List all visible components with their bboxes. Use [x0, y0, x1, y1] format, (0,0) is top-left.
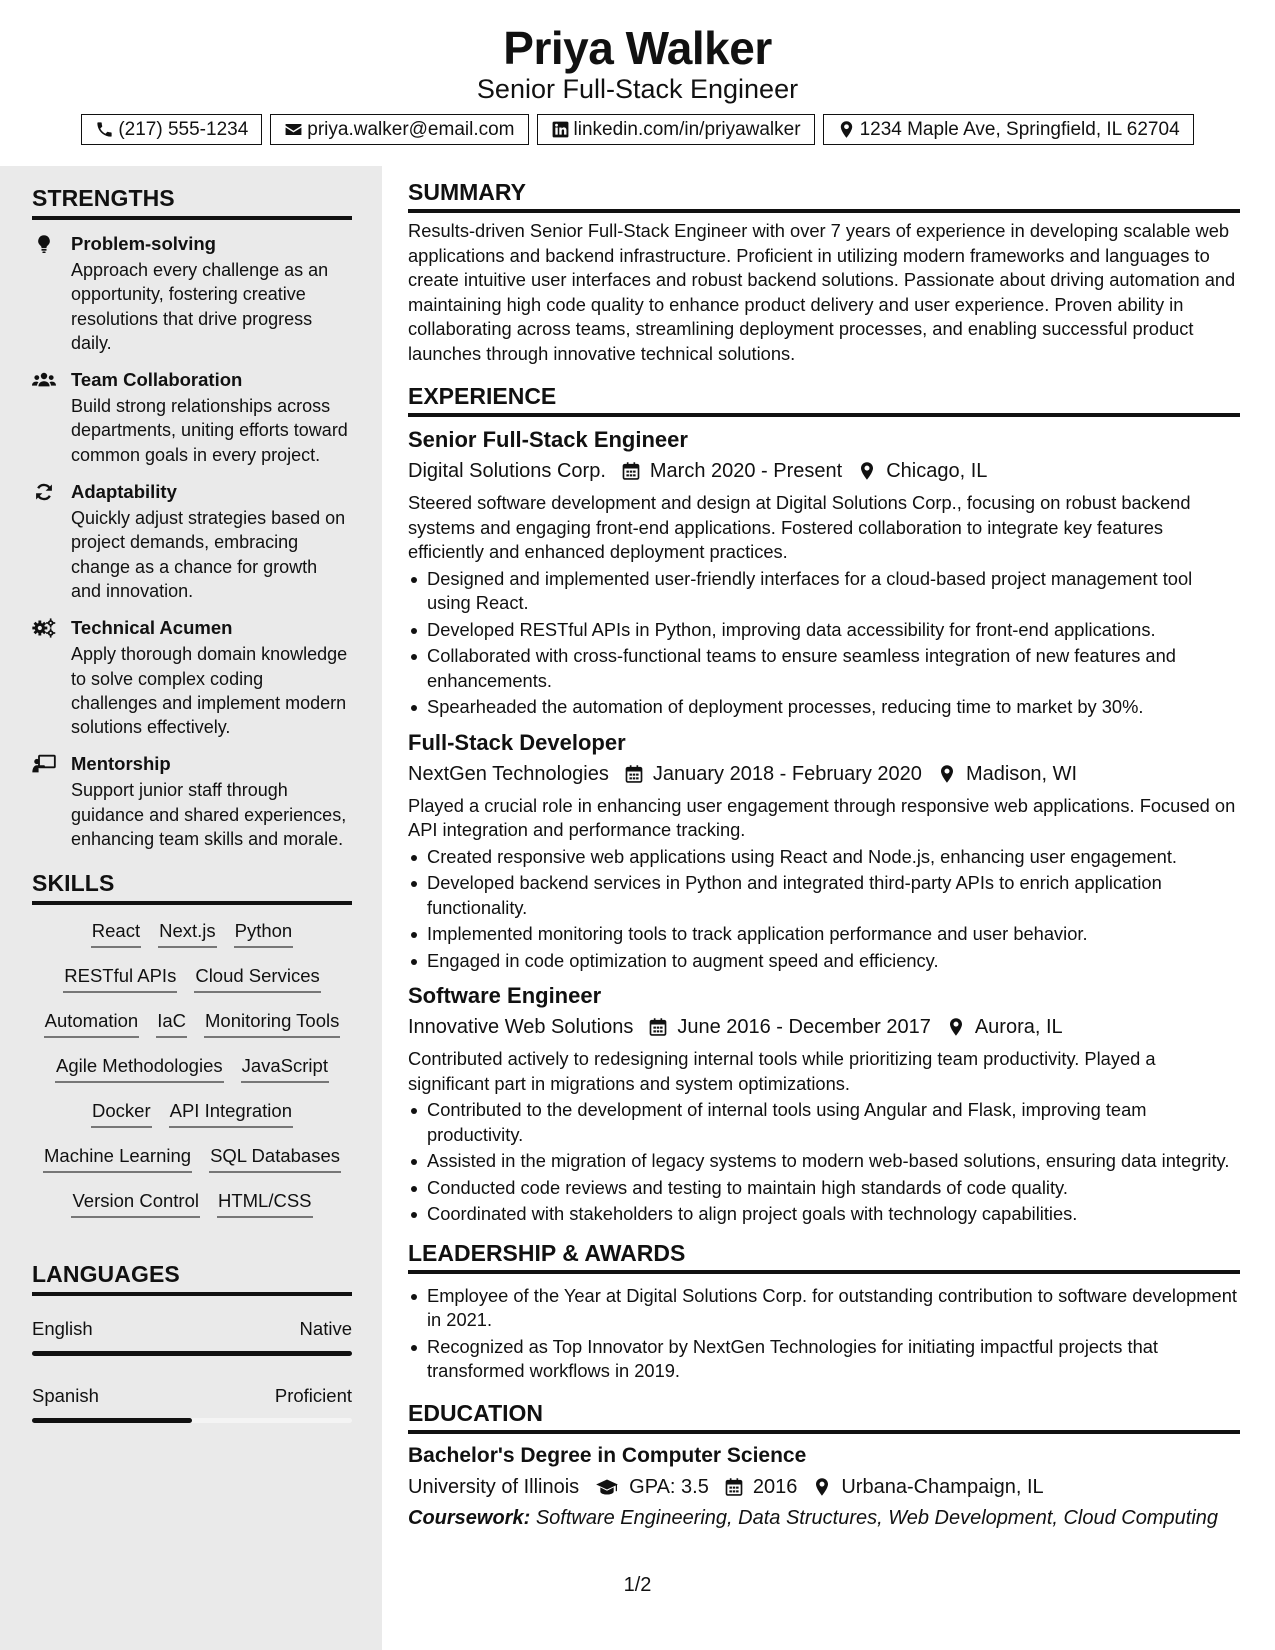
- skill-tag: JavaScript: [241, 1054, 329, 1083]
- map-pin-icon: [812, 1477, 832, 1497]
- gears-icon: [32, 618, 56, 638]
- calendar-icon: [648, 1017, 668, 1037]
- graduation-year: 2016: [752, 1475, 798, 1498]
- job-company: Innovative Web Solutions: [408, 1016, 634, 1038]
- strength-title: Adaptability: [71, 481, 177, 503]
- skill-tag: RESTful APIs: [63, 964, 177, 993]
- contact-phone[interactable]: [81, 114, 262, 145]
- language-bar: [32, 1418, 352, 1423]
- contact-email-text: priya.walker@email.com: [307, 118, 515, 140]
- job-dates: January 2018 - February 2020: [652, 762, 922, 785]
- job-company: Digital Solutions Corp.: [408, 460, 606, 482]
- envelope-icon: [284, 120, 303, 139]
- job-bullet: Collaborated with cross-functional teams to ensure seamless integration of new features and enhancements.: [408, 644, 1240, 693]
- job-bullet: Conducted code reviews and testing to maintain high standards of code quality.: [408, 1176, 1240, 1201]
- coursework-label: Coursework:: [408, 1506, 531, 1529]
- job-meta: [408, 457, 1240, 485]
- main-content: [408, 178, 1240, 1532]
- skill-tag: IaC: [156, 1009, 187, 1038]
- strength-title: Problem-solving: [71, 233, 216, 254]
- contact-bar: [0, 114, 1275, 145]
- linkedin-icon: [551, 120, 570, 139]
- sidebar: [0, 166, 382, 1650]
- strength-desc: Approach every challenge as an opportunity, fostering creative resolutions that drive progress daily.: [71, 260, 329, 353]
- skill-tag: Cloud Services: [194, 964, 320, 993]
- contact-address-text: 1234 Maple Ave, Springfield, IL 62704: [859, 118, 1180, 140]
- job-entry: [408, 426, 1240, 720]
- language-item: [32, 1317, 352, 1356]
- skills-heading: SKILLS: [32, 869, 352, 905]
- job-bullet: Developed RESTful APIs in Python, improving data accessibility for front-end applications.: [408, 618, 1240, 643]
- map-pin-icon: [837, 120, 856, 139]
- job-location: Madison, WI: [965, 762, 1078, 785]
- job-bullet: Spearheaded the automation of deployment processes, reducing time to market by 30%.: [408, 695, 1240, 720]
- strengths-heading: STRENGTHS: [32, 184, 352, 220]
- skill-tag: Automation: [44, 1009, 140, 1038]
- coursework-list: Software Engineering, Data Structures, Web Development, Cloud Computing: [535, 1506, 1219, 1529]
- skill-tag: Next.js: [158, 919, 217, 948]
- strength-desc: Quickly adjust strategies based on project demands, embracing change as a chance for growth and innovation.: [71, 508, 346, 601]
- skill-tag: Monitoring Tools: [204, 1009, 340, 1038]
- calendar-icon: [624, 764, 644, 784]
- education-heading: EDUCATION: [408, 1399, 1240, 1434]
- strength-desc: Build strong relationships across departments, uniting efforts toward common goals in every project.: [71, 396, 348, 465]
- language-name: Spanish: [32, 1385, 99, 1407]
- job-description: Played a crucial role in enhancing user engagement through responsive web applications. Focused on API integration and performance tracking.: [408, 794, 1236, 840]
- language-name: English: [32, 1318, 93, 1340]
- skill-tag: Agile Methodologies: [55, 1054, 224, 1083]
- job-title: Software Engineer: [408, 983, 602, 1008]
- skill-tag: HTML/CSS: [217, 1189, 313, 1218]
- strength-item: [32, 752, 352, 851]
- job-bullet: Designed and implemented user-friendly interfaces for a cloud-based project management tool using React.: [408, 567, 1240, 616]
- summary-heading: SUMMARY: [408, 178, 1240, 213]
- coursework: [408, 1504, 1240, 1532]
- job-meta: [408, 1013, 1240, 1041]
- graduation-cap-icon: [594, 1477, 620, 1497]
- job-bullets: [408, 1098, 1240, 1227]
- award-item: Employee of the Year at Digital Solutions Corp. for outstanding contribution to software development in 2021.: [408, 1284, 1240, 1333]
- job-bullet: Created responsive web applications using React and Node.js, enhancing user engagement.: [408, 845, 1240, 870]
- job-location: Chicago, IL: [886, 460, 988, 482]
- calendar-icon: [621, 461, 641, 481]
- job-meta: [408, 760, 1240, 788]
- job-entry: [408, 982, 1240, 1227]
- job-description: Steered software development and design at Digital Solutions Corp., focusing on robust backend systems and engaging front-end applications. Fostered collaboration to integrate key features efficiently and enhanced deployment practices.: [408, 492, 1191, 562]
- strength-item: [32, 232, 352, 355]
- job-bullets: [408, 567, 1240, 720]
- language-bar: [32, 1351, 352, 1356]
- skill-tag: Version Control: [71, 1189, 199, 1218]
- summary-text: Results-driven Senior Full-Stack Engineer with over 7 years of experience in developing scalable web applications and backend infrastructure. Proficient in utilizing modern frameworks and languages to create intuitive user interfaces and robust backend solutions. Passionate about driving automation and maintaining high code quality to enhance product delivery and user experience. Proven ability in collaborating across teams, streamlining deployment processes, and enabling successful product launches through innovative technical solutions.: [408, 220, 1236, 364]
- skill-tag: React: [91, 919, 141, 948]
- strength-desc: Support junior staff through guidance and shared experiences, enhancing team skills and morale.: [71, 780, 347, 850]
- map-pin-icon: [857, 461, 877, 481]
- job-bullet: Coordinated with stakeholders to align project goals with technology capabilities.: [408, 1202, 1240, 1227]
- lightbulb-icon: [32, 234, 56, 254]
- page-number: 1/2: [623, 1574, 652, 1596]
- job-title: Senior Full-Stack Engineer: [408, 427, 688, 452]
- language-level: Proficient: [274, 1385, 352, 1407]
- strength-item: [32, 480, 352, 603]
- skills-list: [32, 919, 352, 1234]
- experience-heading: EXPERIENCE: [408, 382, 1240, 417]
- calendar-icon: [724, 1477, 744, 1497]
- job-bullet: Engaged in code optimization to augment speed and efficiency.: [408, 949, 1240, 974]
- job-dates: March 2020 - Present: [649, 460, 843, 482]
- school-location: Urbana-Champaign, IL: [841, 1475, 1044, 1498]
- contact-email[interactable]: [270, 114, 528, 145]
- strength-item: [32, 368, 352, 467]
- contact-phone-text: (217) 555-1234: [118, 118, 249, 140]
- job-dates: June 2016 - December 2017: [677, 1016, 931, 1038]
- job-description: Contributed actively to redesigning internal tools while prioritizing team productivity. Played a significant part in migrations and system optimizations.: [408, 1048, 1156, 1094]
- strength-desc: Apply thorough domain knowledge to solve complex coding challenges and implement modern solutions effectively.: [71, 644, 348, 738]
- language-bar-fill: [32, 1418, 192, 1423]
- strength-title: Technical Acumen: [71, 617, 233, 639]
- contact-linkedin-text: linkedin.com/in/priyawalker: [573, 118, 801, 140]
- skill-tag: SQL Databases: [209, 1144, 341, 1173]
- skill-tag: Docker: [91, 1099, 152, 1128]
- candidate-name: Priya Walker: [503, 22, 772, 74]
- refresh-icon: [32, 482, 56, 502]
- job-location: Aurora, IL: [974, 1016, 1063, 1038]
- strength-item: [32, 616, 352, 739]
- gpa: GPA: 3.5: [629, 1475, 709, 1498]
- job-bullet: Developed backend services in Python and integrated third-party APIs to enrich application functionality.: [408, 871, 1240, 920]
- candidate-title: Senior Full-Stack Engineer: [476, 74, 799, 104]
- strength-title: Team Collaboration: [71, 369, 243, 391]
- users-icon: [32, 370, 56, 390]
- strength-title: Mentorship: [71, 753, 171, 775]
- degree-title: Bachelor's Degree in Computer Science: [408, 1443, 807, 1467]
- skill-tag: Machine Learning: [43, 1144, 192, 1173]
- language-item: [32, 1384, 352, 1423]
- teacher-icon: [32, 754, 56, 774]
- awards-list: [408, 1284, 1240, 1384]
- job-bullet: Contributed to the development of internal tools using Angular and Flask, improving team productivity.: [408, 1098, 1240, 1147]
- job-company: NextGen Technologies: [408, 762, 609, 785]
- map-pin-icon: [937, 764, 957, 784]
- award-item: Recognized as Top Innovator by NextGen Technologies for initiating impactful projects that transformed workflows in 2019.: [408, 1335, 1240, 1384]
- job-entry: [408, 729, 1240, 974]
- job-bullets: [408, 845, 1240, 974]
- job-title: Full-Stack Developer: [408, 729, 626, 755]
- phone-icon: [95, 120, 114, 139]
- languages-heading: LANGUAGES: [32, 1260, 352, 1296]
- skill-tag: Python: [234, 919, 294, 948]
- job-bullet: Assisted in the migration of legacy systems to modern web-based solutions, ensuring data integrity.: [408, 1149, 1240, 1174]
- job-bullet: Implemented monitoring tools to track application performance and user behavior.: [408, 922, 1240, 947]
- skill-tag: API Integration: [169, 1099, 293, 1128]
- map-pin-icon: [946, 1017, 966, 1037]
- awards-heading: LEADERSHIP & AWARDS: [408, 1239, 1240, 1274]
- contact-address[interactable]: [823, 114, 1194, 145]
- education-meta: [408, 1473, 1240, 1501]
- education-entry: [408, 1442, 1240, 1532]
- language-level: Native: [299, 1318, 352, 1340]
- language-bar-fill: [32, 1351, 352, 1356]
- school-name: University of Illinois: [408, 1475, 580, 1498]
- contact-linkedin[interactable]: [537, 114, 815, 145]
